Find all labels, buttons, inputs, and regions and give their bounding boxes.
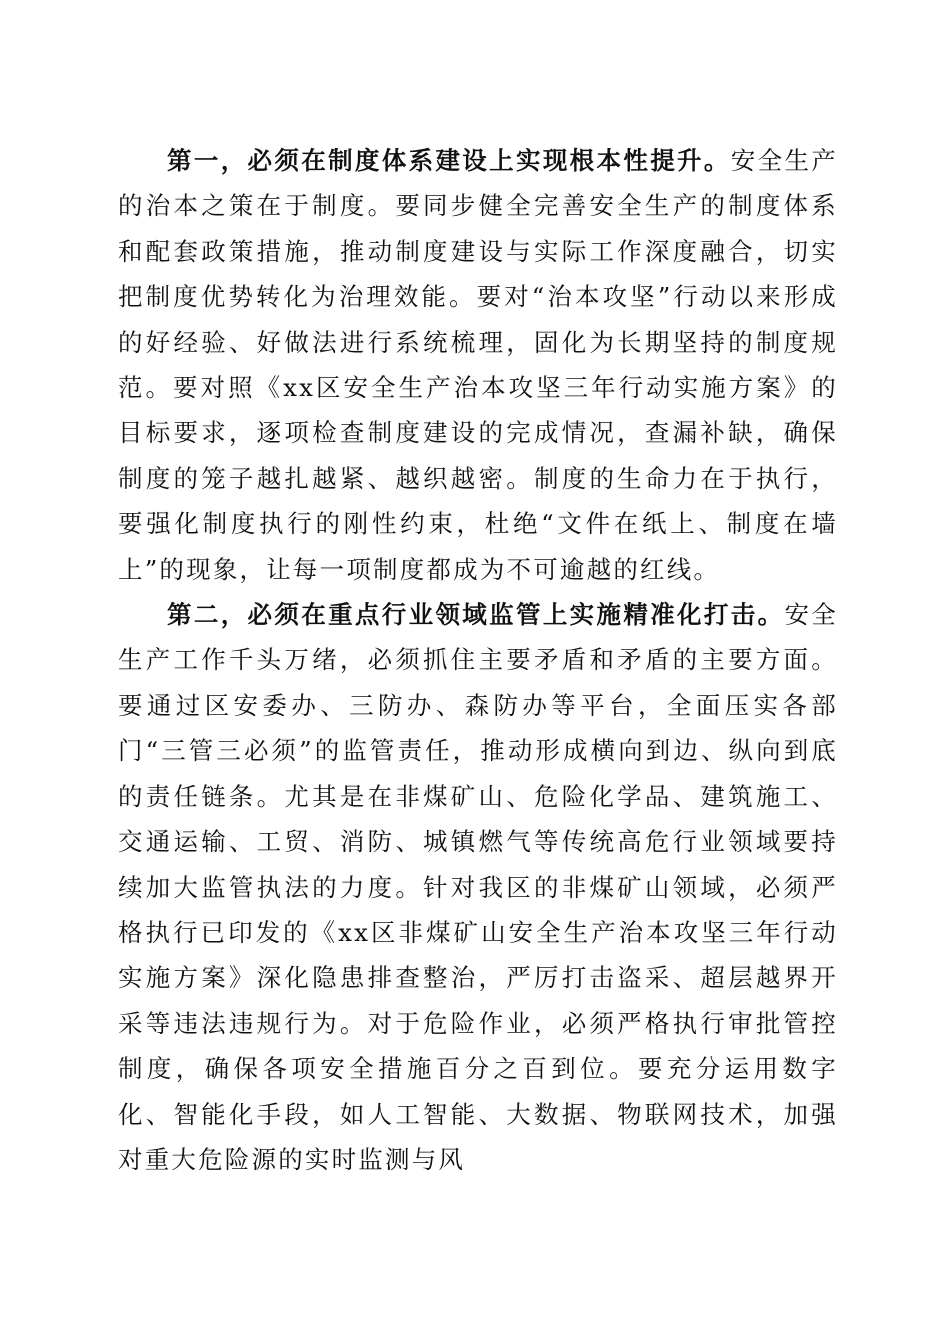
paragraph-first — [118, 138, 838, 592]
document-body — [118, 138, 838, 1182]
paragraph-heading: 第二，必须在重点行业领域监管上实施精准化打击。 — [167, 600, 785, 630]
paragraph-second — [118, 592, 838, 1182]
paragraph-text: 安全生产工作千头万绪，必须抓住主要矛盾和矛盾的主要方面。要通过区安委办、三防办、森防办等平台，全面压实各部门“三管三必须”的监管责任，推动形成横向到边、纵向到底的责任链条。尤其是在非煤矿山、危险化学品、建筑施工、交通运输、工贸、消防、城镇燃气等传统高危行业领域要持续加大监管执法的力度。针对我区的非煤矿山领域，必须严格执行已印发的《xx区非煤矿山安全生产治本攻坚三年行动实施方案》深化隐患排查整治，严厉打击盗采、超层越界开采等违法违规行为。对于危险作业，必须严格执行审批管控制度，确保各项安全措施百分之百到位。要充分运用数字化、智能化手段，如人工智能、大数据、物联网技术，加强对重大危险源的实时监测与风 — [118, 600, 838, 1174]
paragraph-heading: 第一，必须在制度体系建设上实现根本性提升。 — [167, 146, 731, 175]
paragraph-text: 安全生产的治本之策在于制度。要同步健全完善安全生产的制度体系和配套政策措施，推动制度建设与实际工作深度融合，切实把制度优势转化为治理效能。要对“治本攻坚”行动以来形成的好经验、好做法进行系统梳理，固化为长期坚持的制度规范。要对照《xx区安全生产治本攻坚三年行动实施方案》的目标要求，逐项检查制度建设的完成情况，查漏补缺，确保制度的笼子越扎越紧、越织越密。制度的生命力在于执行，要强化制度执行的刚性约束，杜绝“文件在纸上、制度在墙上”的现象，让每一项制度都成为不可逾越的红线。 — [118, 146, 838, 584]
